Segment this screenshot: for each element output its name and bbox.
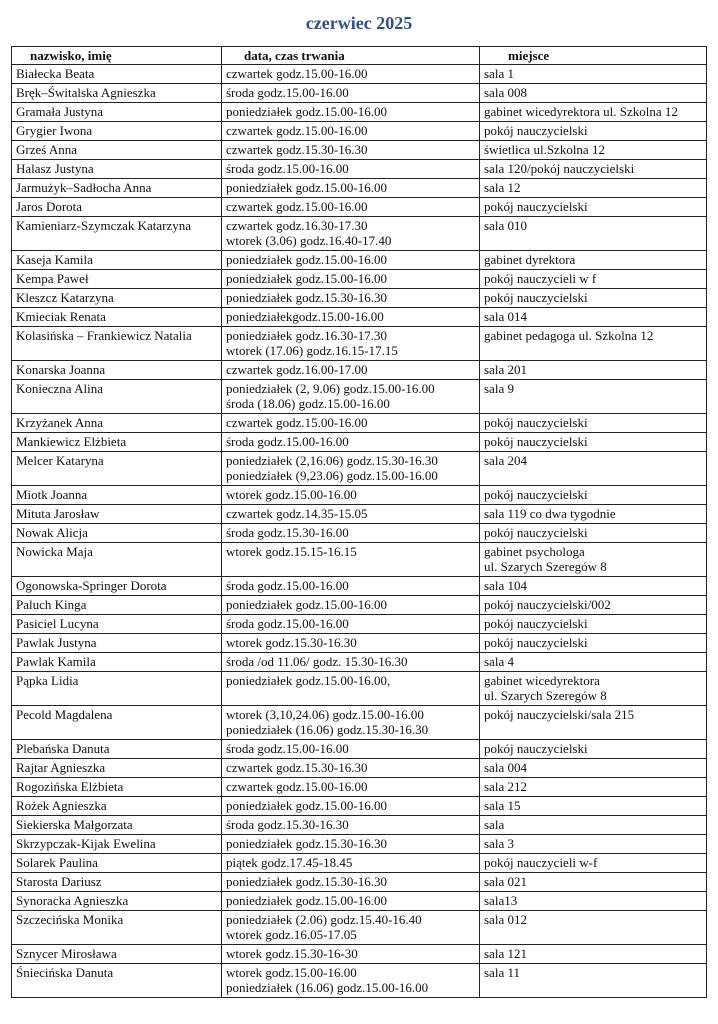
table-row	[12, 577, 707, 596]
table-row	[12, 505, 707, 524]
cell-date	[222, 486, 480, 505]
table-row	[12, 596, 707, 615]
date-line: czwartek godz.15.00-16.00	[226, 66, 368, 81]
cell-date	[222, 964, 480, 998]
date-line: wtorek godz.15.00-16.00	[226, 965, 357, 980]
date-line: poniedziałek (2, 9.06) godz.15.00-16.00	[226, 381, 435, 396]
date-line: wtorek godz.15.15-16.15	[226, 544, 357, 559]
table-row	[12, 179, 707, 198]
date-line: środa /od 11.06/ godz. 15.30-16.30	[226, 654, 408, 669]
cell-place	[480, 486, 707, 505]
cell-date	[222, 759, 480, 778]
cell-name: Skrzypczak-Kijak Ewelina	[12, 835, 222, 854]
cell-name: Pasiciel Lucyna	[12, 615, 222, 634]
cell-name: Rogozińska Elżbieta	[12, 778, 222, 797]
place-line: pokój nauczycielski/002	[484, 597, 611, 612]
place-line: sala 15	[484, 798, 521, 813]
date-line: wtorek (3.06) godz.16.40-17.40	[226, 233, 392, 248]
table-row	[12, 270, 707, 289]
place-line: sala 11	[484, 965, 520, 980]
cell-place	[480, 380, 707, 414]
date-line: poniedziałek (9,23.06) godz.15.00-16.00	[226, 468, 438, 483]
place-line: pokój nauczycielski	[484, 741, 588, 756]
cell-date	[222, 308, 480, 327]
cell-date	[222, 103, 480, 122]
cell-name: Szczecińska Monika	[12, 911, 222, 945]
cell-place	[480, 615, 707, 634]
cell-date	[222, 672, 480, 706]
table-row	[12, 945, 707, 964]
date-line: środa godz.15.00-16.00	[226, 161, 349, 176]
cell-name: Grygier Iwona	[12, 122, 222, 141]
date-line: środa godz.15.30-16.30	[226, 817, 349, 832]
table-row	[12, 964, 707, 998]
date-line: poniedziałek godz.15.00-16.00	[226, 104, 388, 119]
cell-place	[480, 217, 707, 251]
date-line: czwartek godz.15.00-16.00	[226, 199, 368, 214]
place-line: pokój nauczycielski	[484, 123, 588, 138]
table-row	[12, 706, 707, 740]
place-line: sala13	[484, 893, 518, 908]
cell-name: Starosta Dariusz	[12, 873, 222, 892]
table-row	[12, 892, 707, 911]
header-place: miejsce	[480, 47, 707, 65]
table-row	[12, 289, 707, 308]
cell-name: Kolasińska – Frankiewicz Natalia	[12, 327, 222, 361]
cell-place	[480, 141, 707, 160]
cell-date	[222, 543, 480, 577]
cell-date	[222, 706, 480, 740]
cell-place	[480, 835, 707, 854]
cell-date	[222, 217, 480, 251]
place-line: sala 201	[484, 362, 527, 377]
place-line: sala	[484, 817, 505, 832]
place-line: ul. Szarych Szeregów 8	[484, 688, 607, 703]
cell-name: Jaros Dorota	[12, 198, 222, 217]
cell-name: Pecold Magdalena	[12, 706, 222, 740]
cell-date	[222, 452, 480, 486]
cell-date	[222, 854, 480, 873]
table-row	[12, 433, 707, 452]
date-line: poniedziałek godz.15.30-16.30	[226, 874, 388, 889]
table-row	[12, 65, 707, 84]
cell-date	[222, 577, 480, 596]
table-row	[12, 198, 707, 217]
date-line: wtorek (17.06) godz.16.15-17.15	[226, 343, 398, 358]
place-line: świetlica ul.Szkolna 12	[484, 142, 605, 157]
cell-date	[222, 327, 480, 361]
cell-date	[222, 524, 480, 543]
table-row	[12, 740, 707, 759]
date-line: środa (18.06) godz.15.00-16.00	[226, 396, 390, 411]
cell-place	[480, 505, 707, 524]
cell-name: Jarmużyk–Sadłocha Anna	[12, 179, 222, 198]
cell-place	[480, 84, 707, 103]
cell-name: Kaseja Kamila	[12, 251, 222, 270]
date-line: poniedziałek godz.15.00-16.00	[226, 798, 388, 813]
date-line: piątek godz.17.45-18.45	[226, 855, 353, 870]
cell-place	[480, 945, 707, 964]
table-row	[12, 911, 707, 945]
cell-name: Pawlak Kamila	[12, 653, 222, 672]
place-line: sala 1	[484, 66, 514, 81]
cell-date	[222, 615, 480, 634]
cell-date	[222, 653, 480, 672]
cell-name: Białecka Beata	[12, 65, 222, 84]
cell-name: Gramała Justyna	[12, 103, 222, 122]
place-line: sala 104	[484, 578, 527, 593]
cell-name: Kleszcz Katarzyna	[12, 289, 222, 308]
cell-place	[480, 327, 707, 361]
date-line: poniedziałekgodz.15.00-16.00	[226, 309, 384, 324]
cell-date	[222, 380, 480, 414]
cell-place	[480, 289, 707, 308]
place-line: pokój nauczycielski/sala 215	[484, 707, 635, 722]
cell-place	[480, 596, 707, 615]
cell-date	[222, 198, 480, 217]
cell-date	[222, 740, 480, 759]
table-row	[12, 103, 707, 122]
table-row	[12, 543, 707, 577]
cell-place	[480, 251, 707, 270]
cell-name: Solarek Paulina	[12, 854, 222, 873]
table-row	[12, 835, 707, 854]
cell-place	[480, 577, 707, 596]
date-line: poniedziałek godz.15.00-16.00	[226, 893, 388, 908]
table-row	[12, 414, 707, 433]
cell-place	[480, 103, 707, 122]
date-line: poniedziałek godz.15.00-16.00	[226, 180, 388, 195]
place-line: pokój nauczycielski	[484, 525, 588, 540]
cell-name: Halasz Justyna	[12, 160, 222, 179]
cell-place	[480, 672, 707, 706]
cell-name: Pąpka Lidia	[12, 672, 222, 706]
cell-name: Nowak Alicja	[12, 524, 222, 543]
cell-date	[222, 596, 480, 615]
cell-date	[222, 65, 480, 84]
cell-place	[480, 873, 707, 892]
cell-date	[222, 251, 480, 270]
cell-place	[480, 543, 707, 577]
place-line: pokój nauczycielski	[484, 415, 588, 430]
place-line: sala 4	[484, 654, 514, 669]
place-line: sala 119 co dwa tygodnie	[484, 506, 616, 521]
table-row	[12, 816, 707, 835]
place-line: pokój nauczycieli w f	[484, 271, 597, 286]
cell-date	[222, 835, 480, 854]
cell-date	[222, 160, 480, 179]
place-line: sala 008	[484, 85, 527, 100]
cell-date	[222, 911, 480, 945]
cell-name: Grześ Anna	[12, 141, 222, 160]
cell-name: Melcer Kataryna	[12, 452, 222, 486]
cell-date	[222, 361, 480, 380]
cell-place	[480, 414, 707, 433]
date-line: wtorek godz.15.00-16.00	[226, 487, 357, 502]
cell-date	[222, 634, 480, 653]
date-line: poniedziałek godz.15.30-16.30	[226, 290, 388, 305]
table-row	[12, 217, 707, 251]
cell-place	[480, 964, 707, 998]
place-line: gabinet pedagoga ul. Szkolna 12	[484, 328, 654, 343]
table-header-row	[12, 47, 707, 65]
table-row	[12, 634, 707, 653]
cell-name: Rożek Agnieszka	[12, 797, 222, 816]
schedule-table	[11, 46, 707, 998]
place-line: gabinet dyrektora	[484, 252, 576, 267]
cell-place	[480, 179, 707, 198]
place-line: sala 021	[484, 874, 527, 889]
date-line: poniedziałek godz.15.30-16.30	[226, 836, 388, 851]
date-line: środa godz.15.00-16.00	[226, 434, 349, 449]
table-row	[12, 327, 707, 361]
cell-place	[480, 706, 707, 740]
cell-place	[480, 816, 707, 835]
cell-place	[480, 433, 707, 452]
cell-place	[480, 653, 707, 672]
place-line: sala 004	[484, 760, 527, 775]
header-date: data, czas trwania	[222, 47, 480, 65]
place-line: sala 204	[484, 453, 527, 468]
table-row	[12, 615, 707, 634]
place-line: sala 014	[484, 309, 527, 324]
place-line: ul. Szarych Szeregów 8	[484, 559, 607, 574]
cell-date	[222, 122, 480, 141]
cell-date	[222, 84, 480, 103]
table-row	[12, 452, 707, 486]
table-row	[12, 251, 707, 270]
cell-name: Kmieciak Renata	[12, 308, 222, 327]
cell-date	[222, 505, 480, 524]
cell-place	[480, 740, 707, 759]
date-line: środa godz.15.00-16.00	[226, 616, 349, 631]
cell-name: Miotk Joanna	[12, 486, 222, 505]
cell-date	[222, 179, 480, 198]
cell-place	[480, 198, 707, 217]
table-row	[12, 122, 707, 141]
date-line: czwartek godz.15.30-16.30	[226, 142, 368, 157]
table-row	[12, 854, 707, 873]
date-line: poniedziałek godz.15.00-16.00	[226, 271, 388, 286]
cell-name: Rajtar Agnieszka	[12, 759, 222, 778]
cell-place	[480, 911, 707, 945]
place-line: sala 121	[484, 946, 527, 961]
place-line: pokój nauczycielski	[484, 199, 588, 214]
cell-name: Ogonowska-Springer Dorota	[12, 577, 222, 596]
cell-date	[222, 433, 480, 452]
place-line: pokój nauczycieli w-f	[484, 855, 598, 870]
table-row	[12, 141, 707, 160]
cell-date	[222, 270, 480, 289]
date-line: środa godz.15.00-16.00	[226, 578, 349, 593]
place-line: sala 212	[484, 779, 527, 794]
cell-name: Synoracka Agnieszka	[12, 892, 222, 911]
cell-name: Kempa Paweł	[12, 270, 222, 289]
place-line: pokój nauczycielski	[484, 290, 588, 305]
date-line: wtorek (3,10,24.06) godz.15.00-16.00	[226, 707, 424, 722]
cell-place	[480, 122, 707, 141]
date-line: czwartek godz.14.35-15.05	[226, 506, 368, 521]
table-row	[12, 380, 707, 414]
date-line: czwartek godz.15.00-16.00	[226, 415, 368, 430]
table-row	[12, 486, 707, 505]
cell-name: Kamieniarz-Szymczak Katarzyna	[12, 217, 222, 251]
cell-date	[222, 778, 480, 797]
date-line: czwartek godz.15.30-16.30	[226, 760, 368, 775]
date-line: czwartek godz.15.00-16.00	[226, 779, 368, 794]
place-line: gabinet wicedyrektora	[484, 673, 600, 688]
date-line: wtorek godz.16.05-17.05	[226, 927, 357, 942]
cell-name: Siekierska Małgorzata	[12, 816, 222, 835]
table-row	[12, 759, 707, 778]
place-line: sala 010	[484, 218, 527, 233]
cell-place	[480, 892, 707, 911]
table-row	[12, 873, 707, 892]
cell-date	[222, 797, 480, 816]
place-line: pokój nauczycielski	[484, 434, 588, 449]
date-line: poniedziałek godz.15.00-16.00	[226, 597, 388, 612]
table-row	[12, 308, 707, 327]
table-body	[12, 65, 707, 998]
cell-date	[222, 141, 480, 160]
table-row	[12, 361, 707, 380]
cell-place	[480, 524, 707, 543]
date-line: poniedziałek (2,16.06) godz.15.30-16.30	[226, 453, 438, 468]
table-row	[12, 778, 707, 797]
cell-name: Pawlak Justyna	[12, 634, 222, 653]
place-line: pokój nauczycielski	[484, 635, 588, 650]
table-row	[12, 653, 707, 672]
date-line: poniedziałek godz.16.30-17.30	[226, 328, 388, 343]
place-line: sala 9	[484, 381, 514, 396]
date-line: czwartek godz.16.30-17.30	[226, 218, 368, 233]
cell-date	[222, 945, 480, 964]
place-line: sala 012	[484, 912, 527, 927]
cell-name: Plebańska Danuta	[12, 740, 222, 759]
date-line: czwartek godz.15.00-16.00	[226, 123, 368, 138]
cell-name: Mankiewicz Elżbieta	[12, 433, 222, 452]
date-line: czwartek godz.16.00-17.00	[226, 362, 368, 377]
table-row	[12, 524, 707, 543]
cell-place	[480, 452, 707, 486]
table-row	[12, 84, 707, 103]
cell-name: Śniecińska Danuta	[12, 964, 222, 998]
cell-name: Krzyżanek Anna	[12, 414, 222, 433]
date-line: wtorek godz.15.30-16-30	[226, 946, 358, 961]
table-row	[12, 797, 707, 816]
cell-name: Bręk–Świtalska Agnieszka	[12, 84, 222, 103]
place-line: sala 12	[484, 180, 521, 195]
place-line: gabinet psychologa	[484, 544, 585, 559]
cell-name: Paluch Kinga	[12, 596, 222, 615]
table-row	[12, 160, 707, 179]
place-line: sala 3	[484, 836, 514, 851]
cell-name: Konarska Joanna	[12, 361, 222, 380]
date-line: poniedziałek (16.06) godz.15.00-16.00	[226, 980, 429, 995]
cell-place	[480, 759, 707, 778]
date-line: środa godz.15.00-16.00	[226, 741, 349, 756]
place-line: sala 120/pokój nauczycielski	[484, 161, 635, 176]
date-line: poniedziałek godz.15.00-16.00,	[226, 673, 391, 688]
cell-place	[480, 65, 707, 84]
cell-date	[222, 816, 480, 835]
cell-name: Konieczna Alina	[12, 380, 222, 414]
page-title: czerwiec 2025	[305, 13, 413, 33]
place-line: gabinet wicedyrektora ul. Szkolna 12	[484, 104, 678, 119]
date-line: poniedziałek (2.06) godz.15.40-16.40	[226, 912, 422, 927]
cell-place	[480, 160, 707, 179]
place-line: pokój nauczycielski	[484, 616, 588, 631]
cell-date	[222, 892, 480, 911]
table-row	[12, 672, 707, 706]
place-line: pokój nauczycielski	[484, 487, 588, 502]
cell-place	[480, 361, 707, 380]
cell-date	[222, 289, 480, 308]
date-line: środa godz.15.30-16.00	[226, 525, 349, 540]
cell-date	[222, 873, 480, 892]
cell-place	[480, 778, 707, 797]
cell-name: Nowicka Maja	[12, 543, 222, 577]
date-line: poniedziałek (16.06) godz.15.30-16.30	[226, 722, 429, 737]
cell-date	[222, 414, 480, 433]
cell-place	[480, 854, 707, 873]
cell-place	[480, 270, 707, 289]
date-line: poniedziałek godz.15.00-16.00	[226, 252, 388, 267]
cell-place	[480, 797, 707, 816]
cell-name: Mituta Jarosław	[12, 505, 222, 524]
date-line: wtorek godz.15.30-16.30	[226, 635, 357, 650]
cell-place	[480, 308, 707, 327]
cell-name: Sznycer Mirosława	[12, 945, 222, 964]
header-name: nazwisko, imię	[12, 47, 222, 65]
cell-place	[480, 634, 707, 653]
date-line: środa godz.15.00-16.00	[226, 85, 349, 100]
